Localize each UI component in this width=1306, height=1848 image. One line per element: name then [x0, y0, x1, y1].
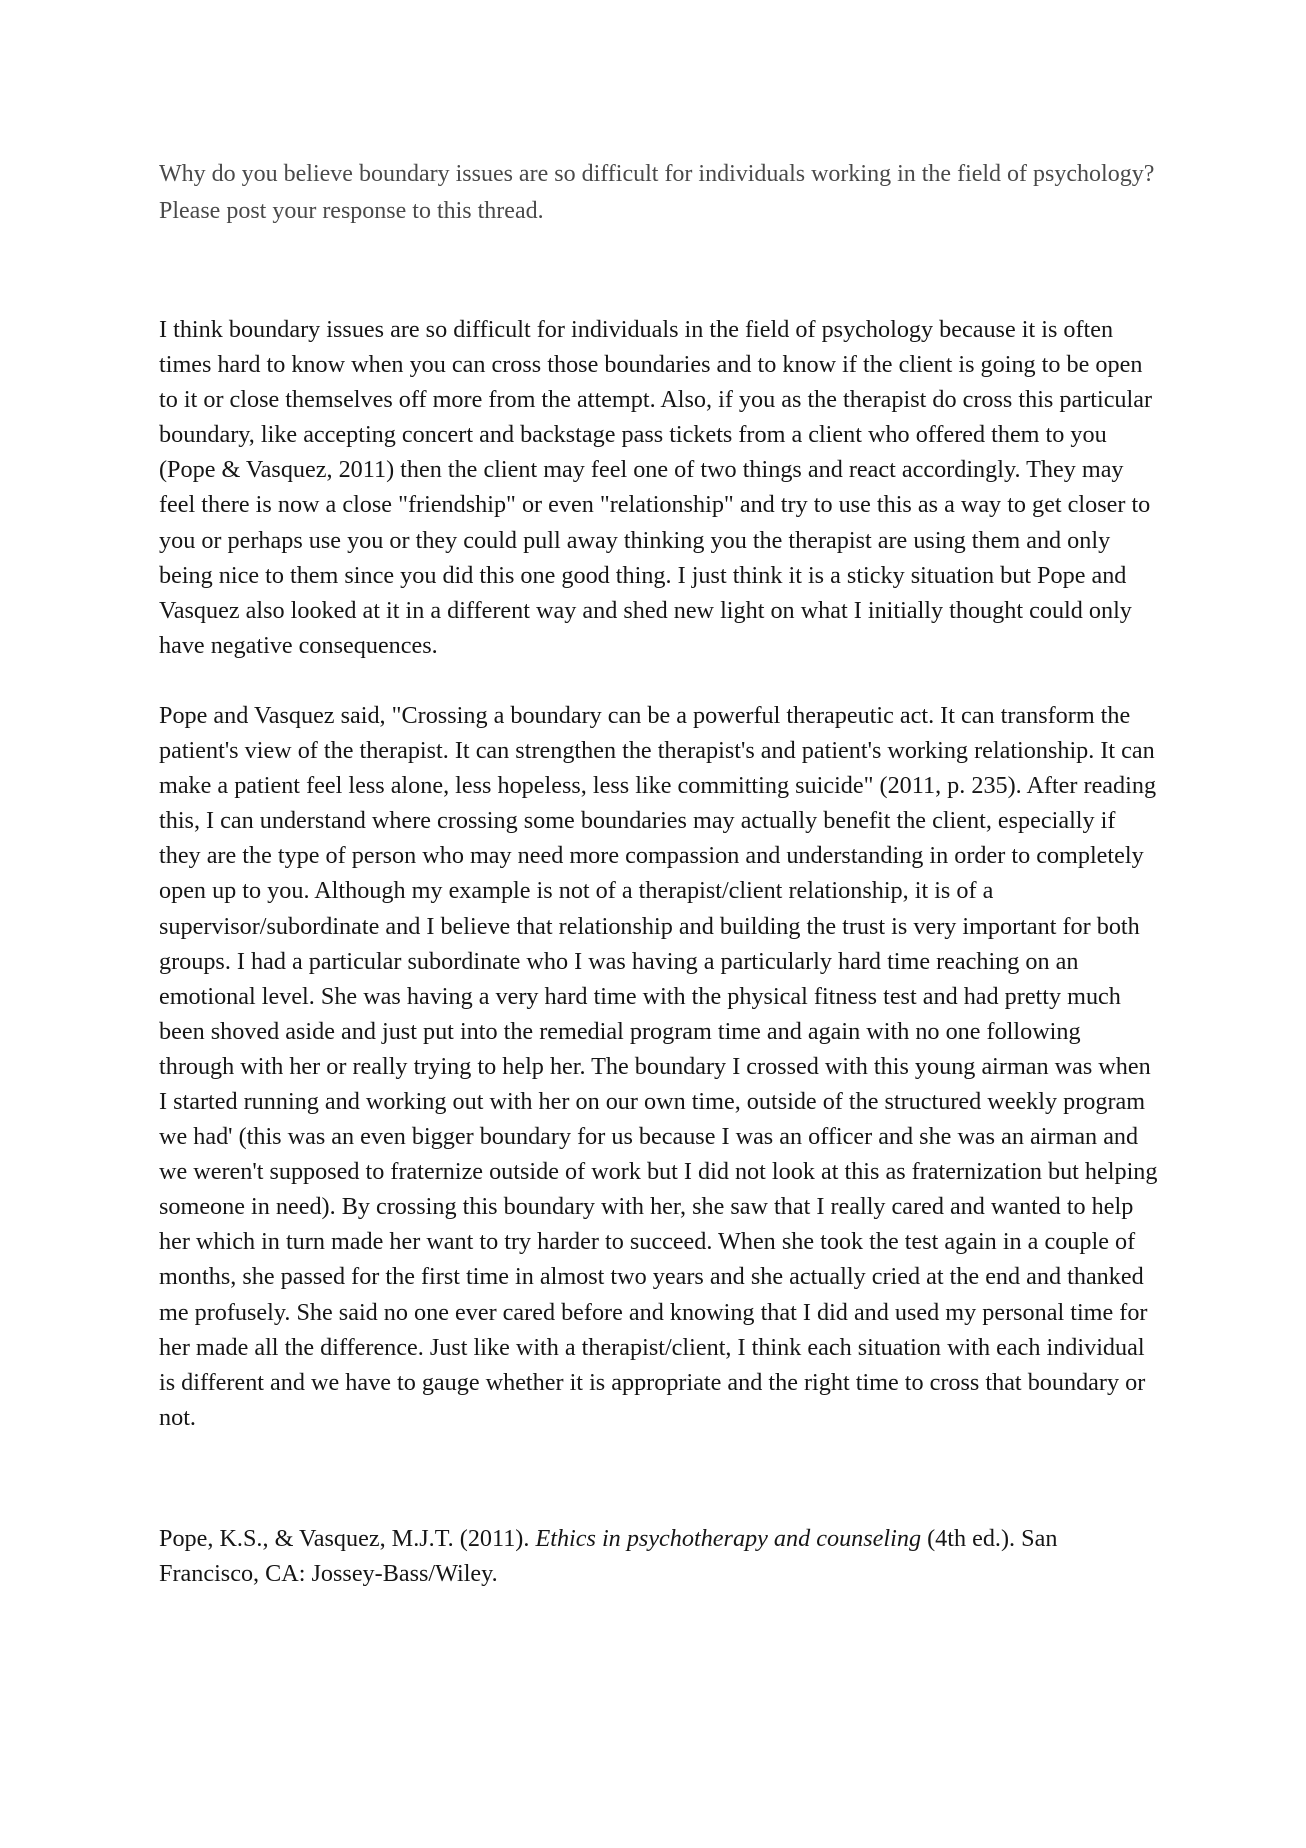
response-paragraph-2: Pope and Vasquez said, "Crossing a boundary can be a powerful therapeutic act. It can transform the patient's view of the therapist. It can strengthen the therapist's and patient's working relationship. It can make a patient feel less alone, less hopeless, less like committing suicide" (2011, p. 235). After reading this, I can understand where crossing some boundaries may actually benefit the client, especially if they are the type of person who may need more compassion and understanding in order to completely open up to you. Although my example is not of a therapist/client relationship, it is of a supervisor/subordinate and I believe that relationship and building the trust is very important for both groups. I had a particular subordinate who I was having a particularly hard time reaching on an emotional level. She was having a very hard time with the physical fitness test and had pretty much been shoved aside and just put into the remedial program time and again with no one following through with her or really trying to help her. The boundary I crossed with this young airman was when I started running and working out with her on our own time, outside of the structured weekly program we had' (this was an even bigger boundary for us because I was an officer and she was an airman and we weren't supposed to fraternize outside of work but I did not look at this as fraternization but helping someone in need). By crossing this boundary with her, she saw that I really cared and wanted to help her which in turn made her want to try harder to succeed. When she took the test again in a couple of months, she passed for the first time in almost two years and she actually cried at the end and thanked me profusely. She said no one ever cared before and knowing that I did and used my personal time for her made all the difference. Just like with a therapist/client, I think each situation with each individual is different and we have to gauge whether it is appropriate and the right time to cross that boundary or not. — [159, 701, 1158, 1431]
reference-authors-year: Pope, K.S., & Vasquez, M.J.T. (2011). — [159, 1524, 536, 1552]
response-paragraph-1: I think boundary issues are so difficult for individuals in the field of psychology because it is often times hard to know when you can cross those boundaries and to know if the client is going to be open to it or close themselves off more from the attempt. Also, if you as the therapist do cross this particular boundary, like accepting concert and backstage pass tickets from a client who offered them to you (Pope & Vasquez, 2011) then the client may feel one of two things and react accordingly. They may feel there is now a close "friendship" or even "relationship" and try to use this as a way to get closer to you or perhaps use you or they could pull away thinking you the therapist are using them and only being nice to them since you did this one good thing. I just think it is a sticky situation but Pope and Vasquez also looked at it in a different way and shed new light on what I initially thought could only have negative consequences. — [159, 316, 1153, 659]
reference-entry — [159, 1521, 1159, 1592]
discussion-prompt: Why do you believe boundary issues are so difficult for individuals working in the field of psychology? Please post your response to this thread. — [159, 161, 1155, 224]
reference-edition-publisher: (4th ed.). San Francisco, CA: Jossey-Bass/Wiley. — [159, 1524, 1058, 1588]
reference-title: Ethics in psychotherapy and counseling — [535, 1524, 922, 1552]
document-page — [159, 156, 1159, 1592]
